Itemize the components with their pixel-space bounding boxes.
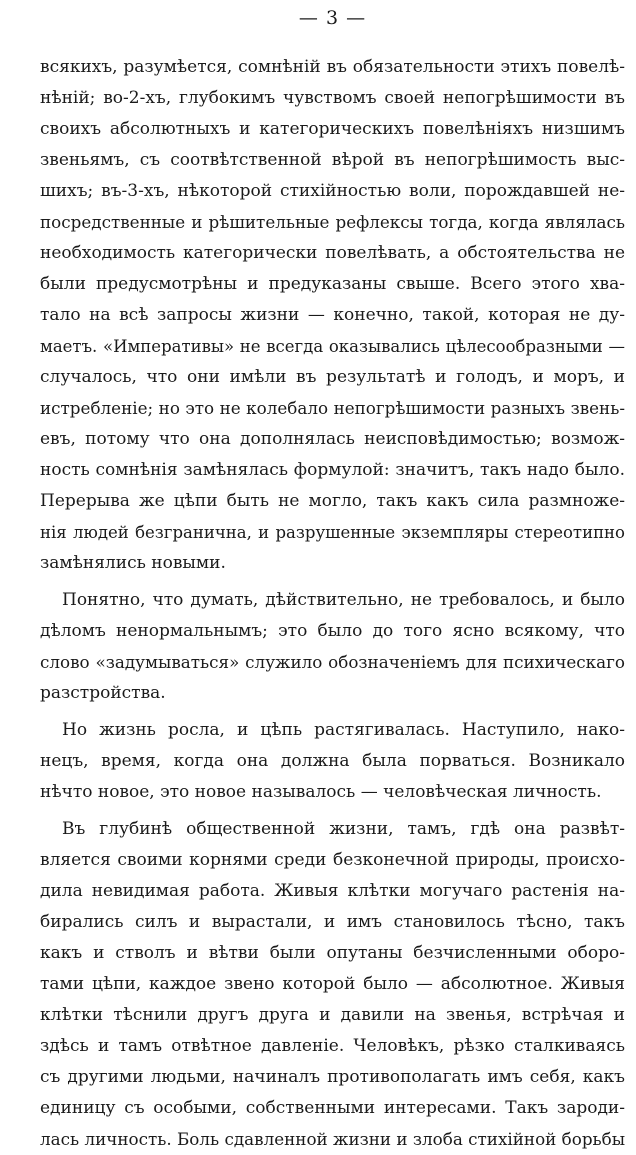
text-line: единицу съ особыми, собственными интересами. Такъ зароди- [40,1098,625,1118]
text-line: маетъ. «Императивы» не всегда оказывались цѣлесообразными — [40,337,625,356]
text-line: нецъ, время, когда она должна была порваться. Возникало [40,751,625,771]
text-line: нѣній; во-2-хъ, глубокимъ чувствомъ своей непогрѣшимости въ [40,88,625,108]
text-line: тало на всѣ запросы жизни — конечно, такой, которая не ду- [40,305,625,325]
text-line: ность сомнѣнія замѣнялась формулой: значитъ, такъ надо было. [40,460,625,480]
text-line: слово «задумываться» служило обозначеніемъ для психическаго [40,652,625,672]
text-line: съ другими людьми, начиналъ противополагать имъ себя, какъ [40,1067,625,1087]
text-line: Понятно, что думать, дѣйствительно, не требовалось, и было [62,590,625,610]
text-line: были предусмотрѣны и предуказаны свыше. Всего этого хва- [40,274,625,294]
text-line: Въ глубинѣ общественной жизни, тамъ, гдѣ она развѣт- [62,819,625,839]
body-text [40,52,625,1155]
page-number: — 3 — [298,7,367,29]
text-line: Перерыва же цѣпи быть не могло, такъ какъ сила размноже- [40,491,625,511]
text-line: нія людей безгранична, и разрушенные экземпляры стереотипно [40,523,625,542]
text-line: шихъ; въ-3-хъ, нѣкоторой стихійностью воли, порождавшей не- [40,181,625,201]
paragraph [40,585,625,709]
text-line: своихъ абсолютныхъ и категорическихъ повелѣніяхъ низшимъ [40,119,625,139]
text-line: звеньямъ, съ соотвѣтственной вѣрой въ непогрѣшимость выс- [40,150,625,170]
text-line: случалось, что они имѣли въ результатѣ и голодъ, и моръ, и [40,367,625,387]
text-line: клѣтки тѣснили другъ друга и давили на звенья, встрѣчая и [40,1005,625,1025]
text-line: истребленіе; но это не колебало непогрѣшимости разныхъ звень- [40,398,625,418]
text-line: посредственные и рѣшительные рефлексы тогда, когда являлась [40,212,625,232]
paragraph [40,52,625,579]
book-page [40,0,625,1149]
text-line: евъ, потому что она дополнялась неисповѣдимостью; возмож- [40,429,625,449]
text-line: дѣломъ ненормальнымъ; это было до того ясно всякому, что [40,621,625,641]
paragraph [40,715,625,808]
paragraph [40,814,625,1155]
text-line: тами цѣпи, каждое звено которой было — абсолютное. Живыя [40,974,625,994]
text-line: нѣчто новое, это новое называлось — человѣческая личность. [40,782,602,802]
text-line: лась личность. Боль сдавленной жизни и злоба стихійной борьбы [40,1129,625,1149]
text-line: всякихъ, разумѣется, сомнѣній въ обязательности этихъ повелѣ- [40,57,625,77]
text-line: необходимость категорически повелѣвать, а обстоятельства не [40,243,625,263]
text-line: бирались силъ и вырастали, и имъ становилось тѣсно, такъ [40,912,625,932]
text-line: какъ и стволъ и вѣтви были опутаны безчисленными оборо- [40,943,625,963]
text-line: дила невидимая работа. Живыя клѣтки могучаго растенія на- [40,881,625,901]
text-line: здѣсь и тамъ отвѣтное давленіе. Человѣкъ, рѣзко сталкиваясь [40,1036,625,1056]
text-line: Но жизнь росла, и цѣпь растягивалась. Наступило, нако- [62,720,625,740]
text-line: вляется своими корнями среди безконечной природы, происхо- [40,850,625,870]
text-line: разстройства. [40,683,166,703]
text-line: замѣнялись новыми. [40,553,226,573]
